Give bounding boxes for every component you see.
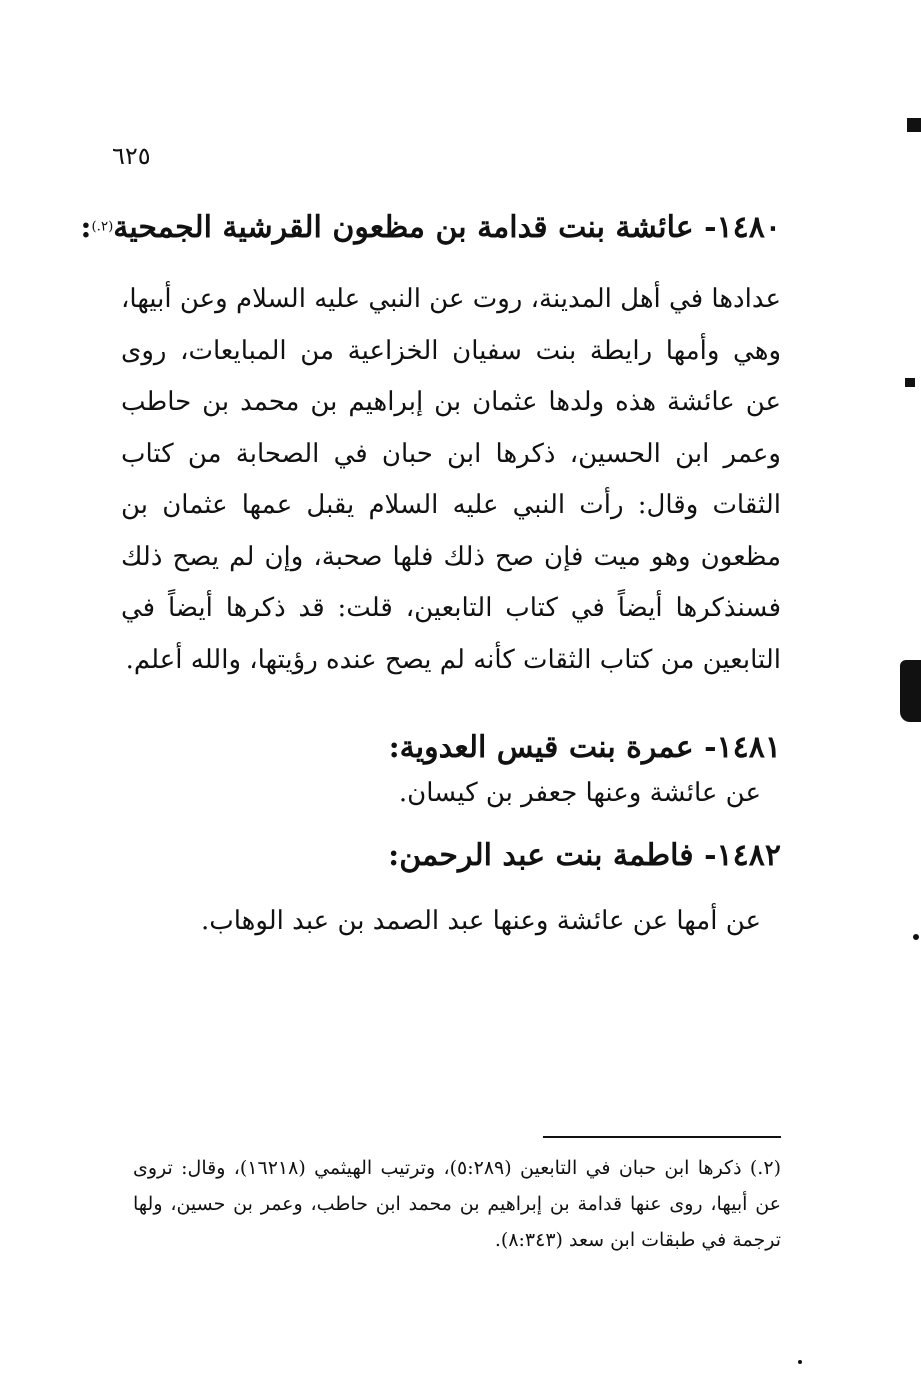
footnote-reference: (٢.): [91, 219, 114, 235]
footnote-separator: [543, 1136, 781, 1138]
entry-heading-text: ١٤٨٢- فاطمة بنت عبد الرحمن:: [388, 838, 781, 873]
page-number: ٦٢٥: [112, 142, 151, 170]
scan-mark-dot: [913, 934, 919, 940]
entry-1482-body: عن أمها عن عائشة وعنها عبد الصمد بن عبد الوهاب.: [200, 906, 761, 936]
entry-heading-text: ١٤٨٠- عائشة بنت قدامة بن مظعون القرشية الجمحية: [113, 210, 781, 245]
scan-mark-bottom: [798, 1360, 802, 1364]
scan-mark-middle: [905, 378, 915, 387]
scan-mark-large: [900, 660, 921, 722]
scan-mark-top: [907, 118, 921, 132]
entry-1480-heading: [80, 210, 781, 245]
heading-colon: :: [80, 210, 92, 245]
entry-1480-body: عدادها في أهل المدينة، روت عن النبي عليه السلام وعن أبيها، وهي وأمها رايطة بنت سفيان الخزاعية من المبايعات، روى عن عائشة هذه ولدها عثمان بن إبراهيم بن محمد بن حاطب وعمر ابن الحسين، ذكرها ابن حبان في الصحابة من كتاب الثقات وقال: رأت النبي عليه السلام يقبل عمها عثمان بن مظعون وهو ميت فإن صح ذلك فلها صحبة، وإن لم يصح ذلك فسنذكرها أيضاً في كتاب التابعين، قلت: قد ذكرها أيضاً في التابعين من كتاب الثقات كأنه لم يصح عنده رؤيتها، والله أعلم.: [121, 284, 781, 675]
entry-1482-heading: [388, 838, 781, 873]
entry-heading-text: ١٤٨١- عمرة بنت قيس العدوية:: [388, 730, 781, 765]
entry-1481-body: عن عائشة وعنها جعفر بن كيسان.: [398, 778, 761, 808]
entry-1481-heading: [389, 730, 781, 765]
footnote: (٢.) ذكرها ابن حبان في التابعين (٥:٢٨٩)، وترتيب الهيثمي (١٦٢١٨)، وقال: تروى عن أبيها، روى عنها قدامة بن إبراهيم بن محمد ابن حاطب، وعمر بن حسين، ولها ترجمة في طبقات ابن سعد (٨:٣٤٣).: [133, 1157, 781, 1251]
